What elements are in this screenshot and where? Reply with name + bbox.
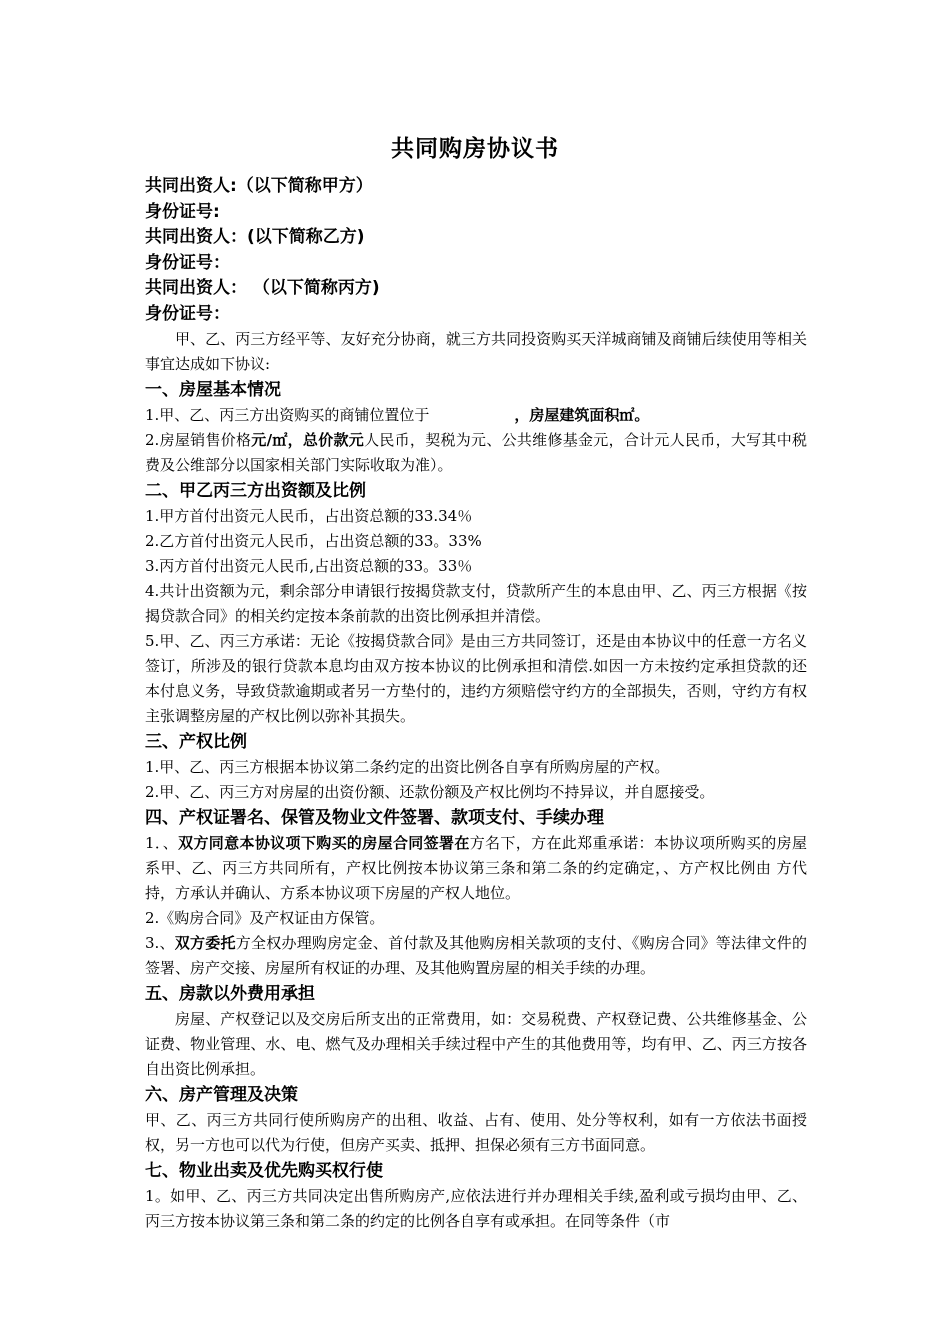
party-b-id-line: 身份证号： bbox=[145, 252, 230, 273]
section-2-item-3: 3.丙方首付出资元人民币,占出资总额的33。33％ bbox=[145, 557, 473, 575]
section-4-heading: 四、产权证署名、保管及物业文件签署、款项支付、手续办理 bbox=[145, 808, 604, 828]
party-b-line: 共同出资人：(以下简称乙方) bbox=[145, 227, 365, 247]
ownership-clause: 方名下，方在此郑重承诺：本协议项所购买的房屋系甲、乙、丙三方共同所有，产权比例按本协议第三条和第二条的约定确定，、方产权比例由 方代持，方承认并确认、方系本协议项下房屋的产权人地位。 bbox=[145, 834, 807, 902]
section-4-item-1 bbox=[145, 831, 807, 906]
price-unit: 元/㎡ bbox=[251, 431, 288, 449]
section-7-paragraph: 1。如甲、乙、丙三方共同决定出售所购房产,应依法进行并办理相关手续,盈利或亏损均由甲、乙、丙三方按本协议第三条和第二条的约定的比例各自享有或承担。在同等条件（市 bbox=[145, 1187, 807, 1230]
party-c-id-line: 身份证号： bbox=[145, 303, 230, 324]
section-3-item-1: 1.甲、乙、丙三方根据本协议第二条约定的出资比例各自享有所购房屋的产权。 bbox=[145, 758, 670, 776]
party-block bbox=[145, 174, 807, 327]
party-c-line: 共同出资人： （以下简称丙方) bbox=[145, 278, 380, 298]
section-4-item-3 bbox=[145, 931, 807, 981]
section-4-item-2: 2.《购房合同》及产权证由方保管。 bbox=[145, 909, 385, 927]
party-a-id-line: 身份证号: bbox=[145, 201, 220, 222]
total-label: ，总价款 bbox=[287, 431, 349, 449]
section-5-paragraph: 房屋、产权登记以及交房后所支出的正常费用，如：交易税费、产权登记费、公共维修基金、公证费、物业管理、水、电、燃气及办理相关手续过程中产生的其他费用等，均有甲、乙、丙三方按各自出资比例承担。 bbox=[145, 1010, 807, 1078]
document-body bbox=[145, 174, 807, 1234]
section-2-item-5: 5.甲、乙、丙三方承诺：无论《按揭贷款合同》是由三方共同签订，还是由本协议中的任意一方名义签订，所涉及的银行贷款本息均由双方按本协议的比例承担和清偿.如因一方未按约定承担贷款的还本付息义务，导致贷款逾期或者另一方垫付的，违约方须赔偿守约方的全部损失，否则，守约方有权主张调整房屋的产权比例以弥补其损失。 bbox=[145, 632, 807, 725]
section-1-item-2 bbox=[145, 428, 807, 478]
contract-signer-clause: 双方同意本协议项下购买的房屋合同签署在 bbox=[178, 834, 470, 852]
section-2-item-4: 4.共计出资额为元，剩余部分申请银行按揭贷款支付，贷款所产生的本息由甲、乙、丙三方根据《按揭贷款合同》的相关约定按本条前款的出资比例承担并清偿。 bbox=[145, 582, 807, 625]
area-text: ，房屋建筑面积㎡。 bbox=[514, 406, 650, 424]
section-2-item-1: 1.甲方首付出资元人民币，占出资总额的33.34％ bbox=[145, 507, 473, 525]
item-number: 1．、 bbox=[145, 834, 179, 852]
section-2-item-2: 2.乙方首付出资元人民币，占出资总额的33。33% bbox=[145, 532, 482, 550]
section-6-paragraph: 甲、乙、丙三方共同行使所购房产的出租、收益、占有、使用、处分等权利，如有一方依法书面授权，另一方也可以代为行使，但房产买卖、抵押、担保必须有三方书面同意。 bbox=[145, 1111, 807, 1154]
party-a-line: 共同出资人:（以下简称甲方） bbox=[145, 176, 373, 196]
price-details: 人民币，契税为元、公共维修基金元，合计元人民币，大写其中税费及公维部分以国家相关部门实际收取为准）。 bbox=[145, 431, 807, 474]
section-6-heading: 六、房产管理及决策 bbox=[145, 1085, 298, 1105]
section-2-heading: 二、甲乙丙三方出资额及比例 bbox=[145, 481, 366, 501]
section-1-item-1 bbox=[145, 403, 807, 428]
section-5-heading: 五、房款以外费用承担 bbox=[145, 984, 315, 1004]
entrust-details: 方全权办理购房定金、首付款及其他购房相关款项的支付、《购房合同》等法律文件的签署、房产交接、房屋所有权证的办理、及其他购置房屋的相关手续的办理。 bbox=[145, 934, 807, 977]
price-label: 2.房屋销售价格 bbox=[145, 431, 252, 449]
section-3-item-2: 2.甲、乙、丙三方对房屋的出资份额、还款份额及产权比例均不持异议，并自愿接受。 bbox=[145, 783, 715, 801]
intro-paragraph: 甲、乙、丙三方经平等、友好充分协商，就三方共同投资购买天洋城商铺及商铺后续使用等相关事宜达成如下协议: bbox=[145, 330, 807, 373]
document-title: 共同购房协议书 bbox=[391, 136, 559, 162]
item-number: 3.、 bbox=[145, 934, 175, 952]
location-text: 1.甲、乙、丙三方出资购买的商铺位置位于 bbox=[145, 406, 430, 424]
section-3-heading: 三、产权比例 bbox=[145, 732, 247, 752]
section-1-heading: 一、房屋基本情况 bbox=[145, 380, 281, 400]
total-unit: 元 bbox=[348, 431, 365, 449]
entrust-clause: 双方委托 bbox=[174, 934, 236, 952]
section-7-heading: 七、物业出卖及优先购买权行使 bbox=[145, 1161, 383, 1181]
